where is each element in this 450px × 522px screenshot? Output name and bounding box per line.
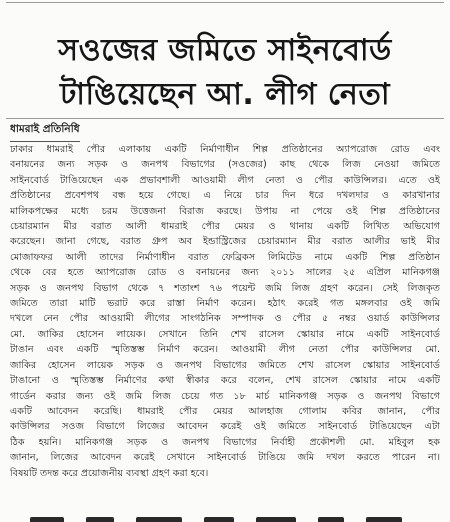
headline-line-1: সওজের জমিতে সাইনবোর্ড xyxy=(58,33,392,68)
body-line: একটি আবেদন করেছি। ধামরাই পৌর মেয়র আলহাজ গোলাম কবির জানান, পৌর xyxy=(10,405,440,417)
body-line: দখলে নেন পৌর আওয়ামী লীগের সাংগঠনিক সম্পাদক ও পৌর ৫ নম্বর ওয়ার্ড কাউন্সিলর xyxy=(10,313,440,325)
body-line: থেকে বের হতে অ্যাপরোজ রোড ও বনায়নের জন্য ২০১১ সালের ২৫ এপ্রিল মানিকগঞ্জ xyxy=(10,267,440,279)
body-line: কাউন্সিলর সওজ বিভাগে লিজের আবেদন করেই ওই জমিতে সাইনবোর্ড টাঙিয়েছেন এটা xyxy=(10,421,440,433)
body-line: জমিতে তারা মাটি ভরাট করে রাস্তা নির্মাণ করেন। হঠাৎ করেই গত মঙ্গলবার ওই জমি xyxy=(10,298,440,310)
body-line: মো. জাকির হোসেন লায়েক। সেখানে তিনি শেখ রাসেল স্কোয়ার নামে একটি সাইনবোর্ড xyxy=(10,328,440,340)
next-headline-cutoff xyxy=(30,512,450,522)
body-line: ঢাকার ধামরাই পৌর এলাকায় একটি নির্মাণাধীন শিল্প প্রতিষ্ঠানের অ্যাপরোজ রোড এবং xyxy=(10,144,440,155)
body-line-last: বিষয়টি তদন্ত করে প্রয়োজনীয় ব্যবস্থা গ্রহণ করা হবে। xyxy=(10,467,209,479)
body-line: প্রতিষ্ঠানের প্রবেশপথ বন্ধ হয়ে গেছে। এ নিয়ে চার দিন ধরে দখলদার ও কারখানার xyxy=(10,190,440,202)
body-line: টাঙান এবং একটি স্মৃতিস্তম্ভ নির্মাণ করেন। আওয়ামী লীগ নেতা পৌর কাউন্সিলর মো. xyxy=(10,344,440,356)
body-line: জাকির হোসেন লায়েক সড়ক ও জনপথ বিভাগের জমিতে শেখ রাসেল স্কোয়ার সাইনবোর্ড xyxy=(10,359,440,371)
body-line: সড়ক ও জনপথ বিভাগ থেকে ৭ শতাংশ ৭৬ পয়েন্ট জমি লিজ গ্রহণ করেন। সেই লিজকৃত xyxy=(10,282,440,294)
body-line: চেয়ারম্যান মীর বরাত আলী ধামরাই পৌর মেয়র ও থানায় একটি লিখিত অভিযোগ xyxy=(10,221,440,233)
body-line: মালিকপক্ষের মধ্যে চরম উত্তেজনা বিরাজ করছে। উপায় না পেয়ে ওই শিল্প প্রতিষ্ঠানের xyxy=(10,205,440,217)
body-line: ঠিক হয়নি। মানিকগঞ্জ সড়ক ও জনপথ বিভাগের নির্বাহী প্রকৌশলী মো. মহিবুল হক xyxy=(10,436,440,448)
top-rule xyxy=(6,2,444,3)
headline-line-2: টাঙিয়েছেন আ. লীগ নেতা xyxy=(59,77,391,112)
body-line: বনায়নের জন্য সড়ক ও জনপথ বিভাগের (সওজের) কাছ থেকে লিজ নেওয়া জমিতে xyxy=(10,159,440,171)
body-line: টাঙানো ও স্মৃতিস্তম্ভ নির্মাণের কথা স্বীকার করে বলেন, শেখ রাসেল স্কোয়ার নামে একটি xyxy=(10,375,440,387)
byline: ধামরাই প্রতিনিধি xyxy=(10,122,80,142)
headline-divider xyxy=(6,118,444,119)
body-line: সাইনবোর্ড টাঙিয়েছেন এক প্রভাবশালী আওয়ামী লীগ নেতা ও পৌর কাউন্সিলর। এতে ওই xyxy=(10,174,440,186)
body-line: জানান, লিজের আবেদন করেই সেখানে সাইনবোর্ড টাঙিয়ে জমি দখল করতে পারেন না। xyxy=(10,452,440,464)
body-line: করেছেন। জানা গেছে, বরাত গ্রুপ অব ইন্ডাস্ট্রিজের চেয়ারম্যান মীর বরাত আলীর ভাই মীর xyxy=(10,236,440,248)
body-line: গার্ডেন করার জন্য ওই জমি লিজ চেয়ে গত ১৮ মার্চ মানিকগঞ্জ সড়ক ও জনপথ বিভাগে xyxy=(10,390,440,402)
body-line: মোজাফফর আলী তাদের নির্মাণাধীন বরাত ফেব্রিকস লিমিটেড নামে একটি শিল্প প্রতিষ্ঠান xyxy=(10,251,440,263)
article-body xyxy=(10,142,440,481)
